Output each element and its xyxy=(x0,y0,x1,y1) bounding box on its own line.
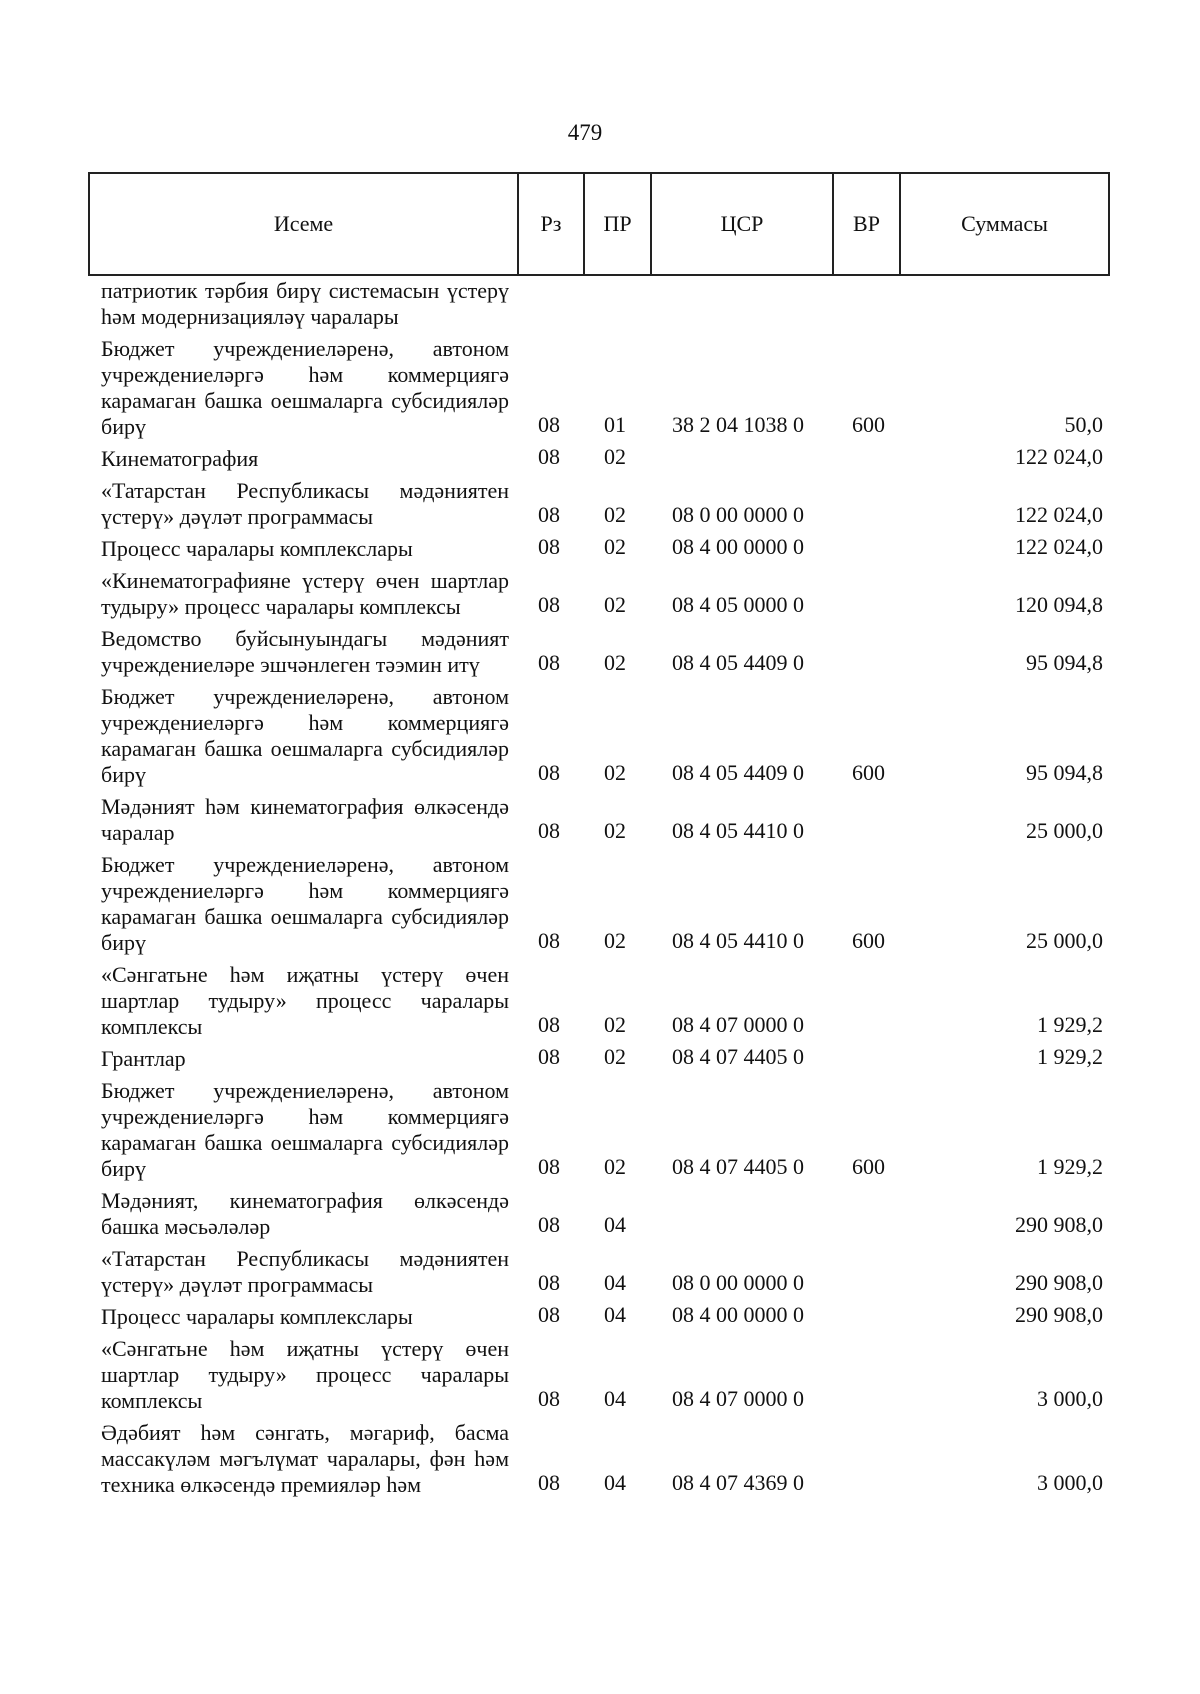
row-rz: 08 xyxy=(538,1012,560,1037)
row-csr: 08 0 00 0000 0 xyxy=(672,502,804,527)
row-rz: 08 xyxy=(538,760,560,785)
row-csr: 08 4 07 4405 0 xyxy=(672,1044,804,1069)
table-row xyxy=(0,334,1200,444)
row-sum: 1 929,2 xyxy=(1037,1012,1103,1037)
row-sum: 25 000,0 xyxy=(1026,818,1103,843)
header-sum: Суммасы xyxy=(961,211,1048,236)
row-csr: 08 4 05 4409 0 xyxy=(672,760,804,785)
row-name: Грантлар xyxy=(101,1046,186,1071)
row-rz: 08 xyxy=(538,534,560,559)
row-pr: 02 xyxy=(604,502,626,527)
row-pr: 02 xyxy=(604,1044,626,1069)
table-row xyxy=(0,850,1200,960)
row-csr: 08 4 05 4410 0 xyxy=(672,818,804,843)
row-rz: 08 xyxy=(538,818,560,843)
row-pr: 04 xyxy=(604,1302,626,1327)
table-row xyxy=(0,1044,1200,1076)
row-csr: 08 4 05 0000 0 xyxy=(672,592,804,617)
row-name: Процесс чаралары комплекслары xyxy=(101,1304,413,1329)
row-sum: 25 000,0 xyxy=(1026,928,1103,953)
row-pr: 02 xyxy=(604,650,626,675)
table-row xyxy=(0,1418,1200,1502)
table-body xyxy=(0,276,1200,1502)
row-sum: 3 000,0 xyxy=(1037,1470,1103,1495)
row-pr: 02 xyxy=(604,1154,626,1179)
row-pr: 01 xyxy=(604,412,626,437)
row-pr: 04 xyxy=(604,1212,626,1237)
row-name: «Сәнгатьне һәм иҗатны үстерү өчен шартлар тудыру» процесс чаралары комплексы xyxy=(101,1336,509,1413)
table-row xyxy=(0,624,1200,682)
header-vr: ВР xyxy=(834,174,901,274)
row-pr: 02 xyxy=(604,534,626,559)
row-name: Бюджет учреждениеләренә, автоном учреждениеләргә һәм коммерциягә карамаган башка оешмаларга субсидияләр бирү xyxy=(101,684,509,787)
row-sum: 120 094,8 xyxy=(1015,592,1103,617)
row-csr: 08 4 00 0000 0 xyxy=(672,534,804,559)
row-vr: 600 xyxy=(852,412,885,437)
row-csr: 08 4 07 0000 0 xyxy=(672,1012,804,1037)
row-rz: 08 xyxy=(538,1212,560,1237)
row-sum: 50,0 xyxy=(1064,412,1103,437)
row-sum: 290 908,0 xyxy=(1015,1212,1103,1237)
row-sum: 1 929,2 xyxy=(1037,1154,1103,1179)
row-vr: 600 xyxy=(852,1154,885,1179)
row-rz: 08 xyxy=(538,1044,560,1069)
row-sum: 95 094,8 xyxy=(1026,760,1103,785)
row-sum: 122 024,0 xyxy=(1015,444,1103,469)
row-pr: 04 xyxy=(604,1386,626,1411)
row-csr: 08 4 07 4369 0 xyxy=(672,1470,804,1495)
header-name: Исеме xyxy=(90,174,519,274)
page-number: 479 xyxy=(567,120,603,145)
row-name: Мәдәният, кинематография өлкәсендә башка мәсьәләләр xyxy=(101,1188,509,1239)
row-csr: 08 4 00 0000 0 xyxy=(672,1302,804,1327)
row-name: «Татарстан Республикасы мәдәниятен үстерү» дәүләт программасы xyxy=(101,1246,509,1297)
table-row xyxy=(0,1186,1200,1244)
row-rz: 08 xyxy=(538,1154,560,1179)
row-name: «Кинематографияне үстерү өчен шартлар тудыру» процесс чаралары комплексы xyxy=(101,568,509,619)
table-row xyxy=(0,960,1200,1044)
row-rz: 08 xyxy=(538,1270,560,1295)
row-rz: 08 xyxy=(538,502,560,527)
row-csr: 38 2 04 1038 0 xyxy=(672,412,804,437)
row-sum: 290 908,0 xyxy=(1015,1302,1103,1327)
row-pr: 02 xyxy=(604,818,626,843)
table-row xyxy=(0,476,1200,534)
row-csr: 08 4 07 0000 0 xyxy=(672,1386,804,1411)
row-rz: 08 xyxy=(538,1386,560,1411)
row-sum: 122 024,0 xyxy=(1015,534,1103,559)
row-name: патриотик тәрбия бирү системасын үстерү һәм модернизацияләү чаралары xyxy=(101,278,509,329)
row-rz: 08 xyxy=(538,1302,560,1327)
row-pr: 02 xyxy=(604,444,626,469)
row-name: «Татарстан Республикасы мәдәниятен үстерү» дәүләт программасы xyxy=(101,478,509,529)
table-row xyxy=(0,1334,1200,1418)
row-rz: 08 xyxy=(538,444,560,469)
row-pr: 02 xyxy=(604,928,626,953)
table-row xyxy=(0,444,1200,476)
row-name: Кинематография xyxy=(101,446,259,471)
table-row xyxy=(0,534,1200,566)
header-pr: ПР xyxy=(585,174,652,274)
row-vr: 600 xyxy=(852,928,885,953)
table-row xyxy=(0,1076,1200,1186)
row-csr: 08 4 05 4409 0 xyxy=(672,650,804,675)
row-pr: 04 xyxy=(604,1470,626,1495)
row-name: Бюджет учреждениеләренә, автоном учреждениеләргә һәм коммерциягә карамаган башка оешмаларга субсидияләр бирү xyxy=(101,1078,509,1181)
row-name: Бюджет учреждениеләренә, автоном учреждениеләргә һәм коммерциягә карамаган башка оешмаларга субсидияләр бирү xyxy=(101,852,509,955)
row-sum: 122 024,0 xyxy=(1015,502,1103,527)
table-row xyxy=(0,1244,1200,1302)
row-pr: 02 xyxy=(604,592,626,617)
table-row xyxy=(0,682,1200,792)
table-row xyxy=(0,1302,1200,1334)
row-rz: 08 xyxy=(538,928,560,953)
row-pr: 04 xyxy=(604,1270,626,1295)
table-row xyxy=(0,566,1200,624)
row-rz: 08 xyxy=(538,592,560,617)
table-row xyxy=(0,792,1200,850)
row-name: Мәдәният һәм кинематография өлкәсендә чаралар xyxy=(101,794,509,845)
row-sum: 1 929,2 xyxy=(1037,1044,1103,1069)
row-vr: 600 xyxy=(852,760,885,785)
row-csr: 08 4 07 4405 0 xyxy=(672,1154,804,1179)
table-header xyxy=(88,172,1110,276)
row-sum: 290 908,0 xyxy=(1015,1270,1103,1295)
row-name: Бюджет учреждениеләренә, автоном учреждениеләргә һәм коммерциягә карамаган башка оешмаларга субсидияләр бирү xyxy=(101,336,509,439)
row-rz: 08 xyxy=(538,412,560,437)
header-csr: ЦСР xyxy=(652,174,834,274)
row-name: Ведомство буйсынуындагы мәдәният учреждениеләре эшчәнлеген тәэмин итү xyxy=(101,626,509,677)
header-rz: Рз xyxy=(519,174,585,274)
row-name: «Сәнгатьне һәм иҗатны үстерү өчен шартлар тудыру» процесс чаралары комплексы xyxy=(101,962,509,1039)
row-csr: 08 4 05 4410 0 xyxy=(672,928,804,953)
row-name: Әдәбият һәм сәнгать, мәгариф, басма массакүләм мәгълүмат чаралары, фән һәм техника өлкәсендә премияләр һәм xyxy=(101,1420,509,1497)
table-row xyxy=(0,276,1200,334)
row-pr: 02 xyxy=(604,760,626,785)
row-pr: 02 xyxy=(604,1012,626,1037)
row-sum: 3 000,0 xyxy=(1037,1386,1103,1411)
row-sum: 95 094,8 xyxy=(1026,650,1103,675)
row-name: Процесс чаралары комплекслары xyxy=(101,536,413,561)
row-csr: 08 0 00 0000 0 xyxy=(672,1270,804,1295)
row-rz: 08 xyxy=(538,1470,560,1495)
row-rz: 08 xyxy=(538,650,560,675)
